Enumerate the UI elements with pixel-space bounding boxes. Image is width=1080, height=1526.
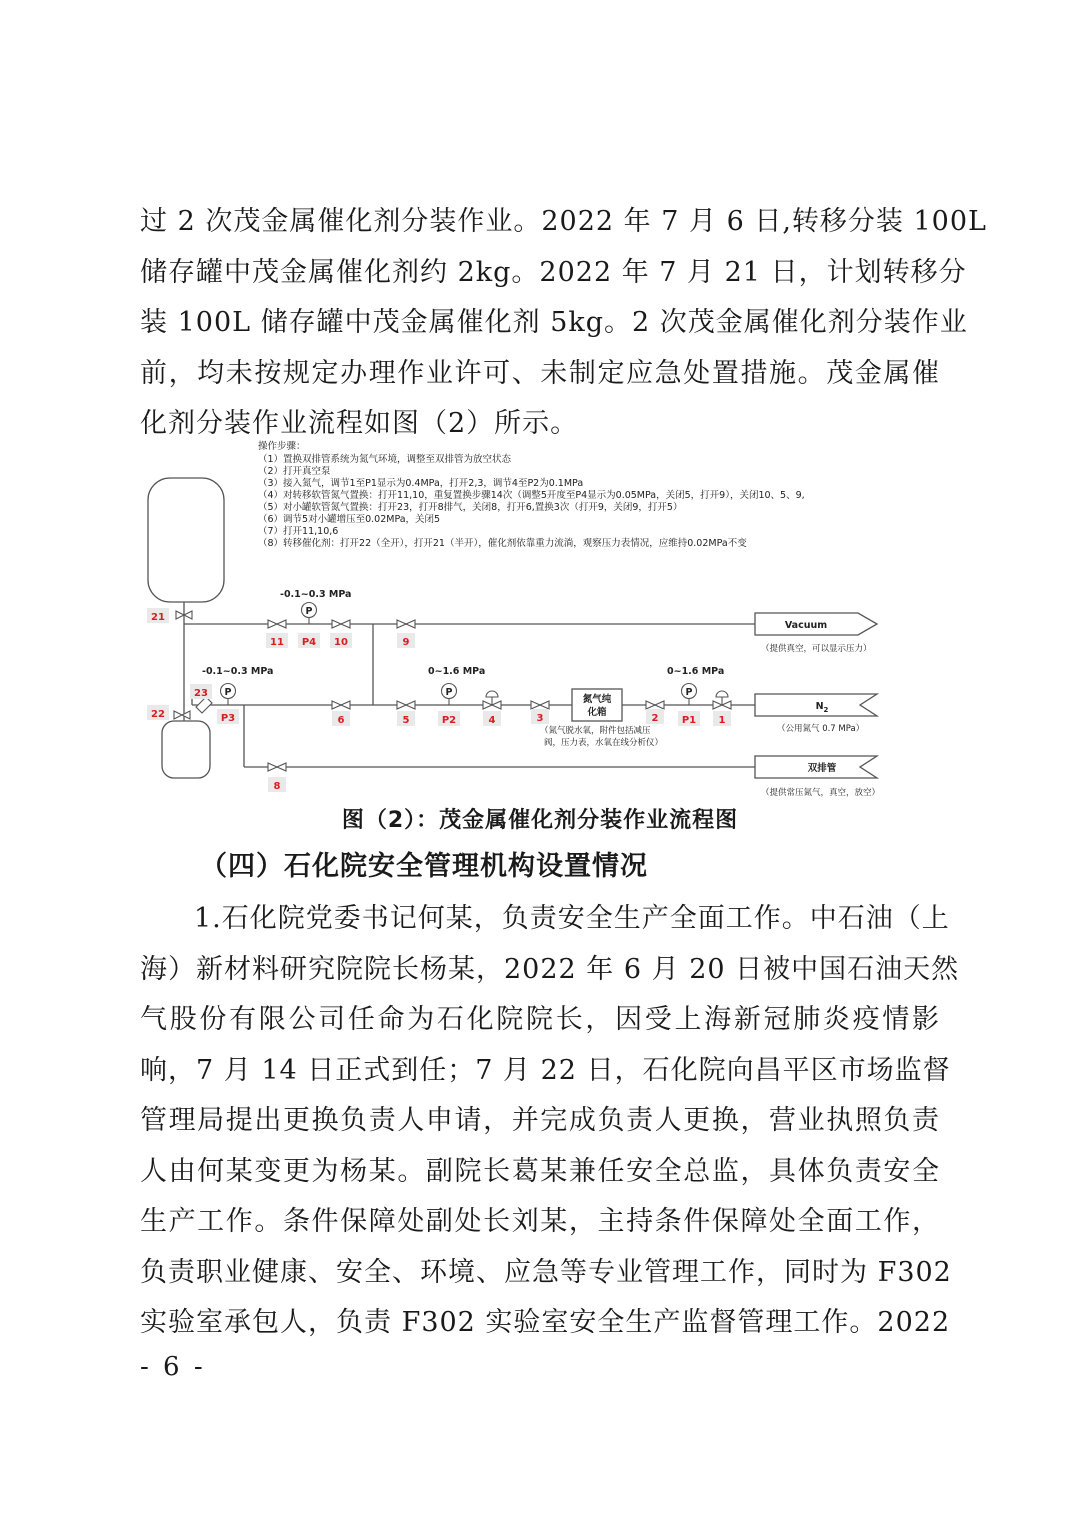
steps-title: 操作步骤： [258,441,306,452]
svg-text:11: 11 [270,637,284,648]
svg-text:P3: P3 [220,713,236,724]
text-line: 生产工作。条件保障处副处长刘某，主持条件保障处全面工作， [140,1206,940,1237]
svg-text:P2: P2 [441,715,457,726]
tag-6 [332,711,350,726]
tag-23 [190,684,212,699]
tag-p1 [678,711,700,726]
tag-21 [147,608,169,623]
valve-9-icon [397,620,415,628]
manifold-label: 双排管 [807,763,837,774]
storage-tank-large [148,478,224,602]
tag-9 [397,633,415,648]
gauge-p4-symbol: P [305,606,313,617]
tag-3 [531,709,549,724]
section-heading: （四）石化院安全管理机构设置情况 [200,851,648,882]
svg-text:9: 9 [402,637,410,648]
text-line: 装 100L 储存罐中茂金属催化剂 5kg。2 次茂金属催化剂分装作业 [140,307,968,338]
pressure-range-right: 0~1.6 MPa [667,666,725,677]
text-line: 响，7 月 14 日正式到任；7 月 22 日，石化院向昌平区市场监督 [140,1054,951,1086]
gauges [221,603,697,706]
pressure-range-mid: 0~1.6 MPa [428,666,486,677]
text-line: 1.石化院党委书记何某，负责安全生产全面工作。中石油（上 [194,903,950,934]
text-line: 实验室承包人，负责 F302 实验室安全生产监督管理工作。2022 [140,1307,951,1338]
step-8: （8）转移催化剂：打开22（全开），打开21（半开），催化剂依靠重力流淌，观察压力表情况，应维持0.02MPa不变 [258,538,747,549]
text-line: 管理局提出更换负责人申请，并完成负责人更换，营业执照负责 [140,1105,940,1136]
paragraph-1 [140,197,987,450]
regulator-1-icon [716,691,728,697]
vacuum-note: （提供真空，可以显示压力） [761,644,872,654]
step-2: （2）打开真空泵 [258,466,331,477]
tag-p3 [217,709,239,724]
text-line: 过 2 次茂金属催化剂分装作业。2022 年 7 月 6 日,转移分装 100L [140,206,987,237]
gauge-p1-symbol: P [685,687,693,698]
step-3: （3）接入氮气，调节1至P1显示为0.4MPa，打开2,3，调节4至P2为0.1MPa [258,478,584,489]
nitrogen-label: $N_2$ [815,701,829,714]
flow-diagram [140,435,900,800]
svg-text:1: 1 [718,715,726,726]
purifier-label-2: 化箱 [587,707,607,718]
svg-text:3: 3 [536,713,544,724]
valve-3-icon [531,701,549,709]
valve-22-icon [174,711,190,719]
valve-8-icon [268,763,286,771]
tag-5 [397,711,415,726]
svg-text:P1: P1 [681,715,697,726]
step-7: （7）打开11,10,6 [258,526,339,537]
svg-text:2: 2 [651,713,659,724]
manifold-note: （提供常压氮气，真空，放空） [761,788,881,798]
valve-6-icon [332,701,350,709]
valve-10-icon [332,620,350,628]
text-line: 化剂分装作业流程如图（2）所示。 [140,408,579,439]
tag-10 [330,633,352,648]
paragraph-2 [140,894,960,1349]
nitrogen-note: （公用氮气 0.7 MPa） [777,724,865,734]
step-6: （6）调节5对小罐增压至0.02MPa，关闭5 [258,514,441,525]
gauge-p3-symbol: P [224,687,232,698]
operation-steps [258,440,805,549]
tag-p4 [298,633,320,648]
svg-text:10: 10 [334,637,348,648]
page-number: - 6 - [140,1352,206,1382]
regulator-4-icon [486,691,498,697]
step-1: （1）置换双排管系统为氮气环境，调整至双排管为放空状态 [258,454,512,465]
tag-2 [646,709,664,724]
text-line: 人由何某变更为杨某。副院长葛某兼任安全总监，具体负责安全 [140,1155,940,1187]
valve-tags [147,608,731,792]
svg-text:21: 21 [151,612,165,623]
valve-5-icon [397,701,415,709]
svg-text:8: 8 [273,781,281,792]
valve-11-icon [268,620,286,628]
pressure-range-left: -0.1~0.3 MPa [202,666,274,677]
svg-text:22: 22 [151,709,165,720]
tag-8 [268,777,286,792]
svg-text:6: 6 [337,715,345,726]
pressure-range-top: -0.1~0.3 MPa [280,589,352,600]
svg-text:23: 23 [194,688,208,699]
tag-4 [483,711,501,726]
purifier-note-2: 阀，压力表，水氧在线分析仪） [544,738,664,748]
svg-text:P4: P4 [301,637,317,648]
step-4: （4）对转移软管氮气置换：打开11,10，重复置换步骤14次（调整5开度至P4显示为0.05MPa，关闭5，打开9），关闭10、5、9, [258,490,805,501]
endpoints [755,613,877,778]
tag-1 [713,711,731,726]
figure-caption: 图（2）：茂金属催化剂分装作业流程图 [341,808,739,833]
text-line: 前，均未按规定办理作业许可、未制定应急处置措施。茂金属催 [140,357,940,389]
valve-23-icon [196,697,212,713]
purifier-label-1: 氮气纯 [582,694,612,705]
storage-tank-small [162,721,210,778]
text-line: 海）新材料研究院院长杨某，2022 年 6 月 20 日被中国石油天然 [140,953,960,985]
vacuum-label: Vacuum [784,620,828,631]
svg-text:5: 5 [402,715,410,726]
text-line: 储存罐中茂金属催化剂约 2kg。2022 年 7 月 21 日，计划转移分 [140,256,967,288]
gauge-symbols [225,606,693,698]
text-line: 气股份有限公司任命为石化院院长，因受上海新冠肺炎疫情影 [140,1004,940,1035]
svg-text:4: 4 [488,715,496,726]
step-5: （5）对小罐软管氮气置换：打开23，打开8排气，关闭8，打开6,置换3次（打开9，关闭9，打开5） [258,502,683,513]
text-line: 负责职业健康、安全、环境、应急等专业管理工作，同时为 F302 [140,1256,952,1288]
tag-22 [147,705,169,720]
valve-2-icon [646,701,664,709]
tag-p2 [438,711,460,726]
tag-11 [266,633,288,648]
purifier-note-1: （氮气脱水氧，附件包括减压 [540,726,651,736]
gauge-p2-symbol: P [445,687,453,698]
